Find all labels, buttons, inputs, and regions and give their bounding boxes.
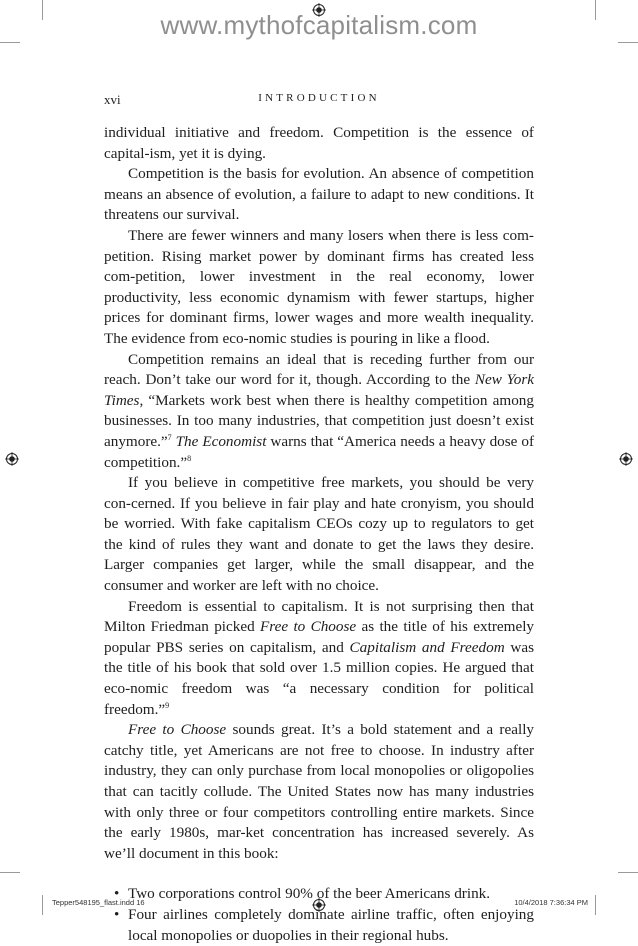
paragraph (104, 350, 534, 474)
footnote-ref: 7 (167, 432, 172, 442)
bullet-text: Two corporations control 90% of the beer Americans drink. (128, 885, 491, 903)
paragraph (104, 164, 534, 226)
paragraph-text: sounds great. It’s a bold statement and a really catchy title, yet Americans are not free to choose. In industry after industry, they can only purchase from local monopolies or oligopolies that can tacitly collude. The United States now has many industries with only three or four competitors controlling entire markets. Since the early 1980s, mar-ket concentration has increased severely. As we’ll document in this book: (104, 721, 535, 862)
crop-mark-bottom-left-v (42, 895, 43, 915)
paragraph-text: Competition is the basis for evolution. An absence of competition means an absence of evolution, a failure to adapt to new conditions. It threatens our survival. (104, 165, 534, 224)
crop-mark-bottom-left-h (0, 872, 20, 873)
italic-title: New York Times (104, 371, 534, 409)
slug-filename: Tepper548195_flast.indd 16 (52, 898, 145, 907)
paragraph (104, 473, 534, 597)
footnote-ref: 9 (165, 700, 170, 710)
crop-mark-bottom-right-h (618, 872, 638, 873)
paragraph-text: was the title of his book that sold over 1.5 million copies. He argued that eco-nomic freedom was “a necessary condition for political freedom.” (104, 638, 534, 718)
bullet-item (104, 884, 534, 905)
bullet-item (104, 905, 534, 946)
paragraph (104, 226, 534, 350)
running-head-title: INTRODUCTION (258, 92, 380, 104)
bullet-icon: • (114, 905, 120, 923)
paragraph-text: There are fewer winners and many losers when there is less com-petition. Rising market power by dominant firms has created less com-petition, lower investment in the real economy, lower productivity, less economic dynamism with fewer startups, higher prices for dominant firms, lower wages and more wealth inequality. The evidence from eco-nomic studies is pouring in like a flood. (104, 226, 534, 347)
body-text (104, 123, 534, 946)
paragraph-list (104, 123, 534, 864)
footnote-ref: 8 (187, 453, 192, 463)
slug-datetime: 10/4/2018 7:36:34 PM (514, 898, 588, 907)
paragraph-text: warns that “America needs a heavy dose of competition.” (104, 432, 535, 471)
paragraph-text: Freedom is essential to capitalism. It is not surprising then that Milton Friedman picked (104, 597, 534, 636)
paragraph-text: , “Markets work best when there is healthy competition among businesses. In too many industries, that competition just doesn’t exist anymore.” (104, 391, 534, 450)
paragraph-text: Competition remains an ideal that is receding further from our reach. Don’t take our word for it, though. According to the (104, 350, 534, 389)
crop-mark-top-right-h (618, 42, 638, 43)
crop-mark-top-left-h (0, 42, 20, 43)
italic-title: Free to Choose (128, 721, 227, 739)
page-folio: xvi (104, 92, 121, 107)
registration-mark-right-icon (619, 452, 633, 466)
paragraph-text: as the title of his extremely popular PBS series on capitalism, and (104, 618, 535, 656)
bullet-text: Four airlines completely dominate airline traffic, often enjoying local monopolies or duopolies in their regional hubs. (128, 905, 534, 944)
italic-title: The Economist (175, 432, 267, 450)
registration-mark-left-icon (5, 452, 19, 466)
paragraph (104, 597, 534, 721)
bullet-list (104, 884, 534, 946)
watermark-url: www.mythofcapitalism.com (160, 10, 478, 40)
paragraph (104, 720, 534, 864)
paragraph-text: individual initiative and freedom. Competition is the essence of capital-ism, yet it is dying. (104, 124, 534, 162)
italic-title: Free to Choose (260, 618, 357, 636)
bullet-icon: • (114, 885, 120, 903)
crop-mark-bottom-right-v (595, 895, 596, 915)
paragraph-text: If you believe in competitive free markets, you should be very con-cerned. If you believe in fair play and hate cronyism, you should be worried. With fake capitalism CEOs cozy up to regulators to get the kind of rules they want and donate to get the laws they desire. Larger companies get larger, while the small disappear, and the consumer and worker are left with no choice. (104, 474, 534, 595)
italic-title: Capitalism and Freedom (349, 638, 505, 656)
paragraph (104, 123, 534, 164)
